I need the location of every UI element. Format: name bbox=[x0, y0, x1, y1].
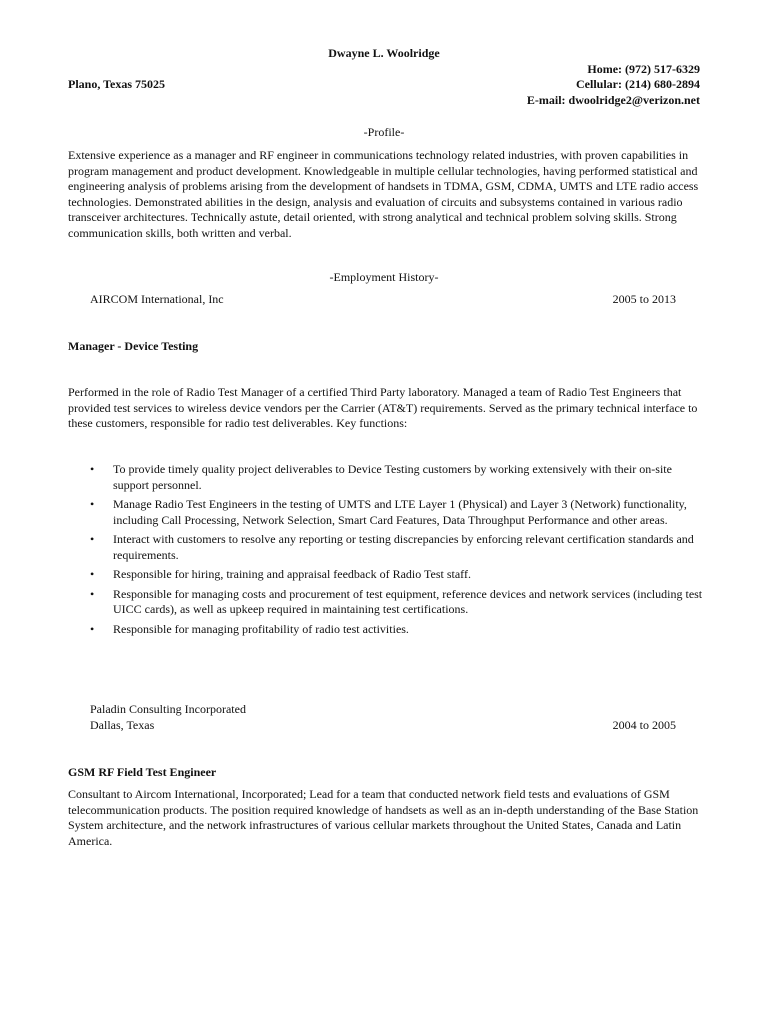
cell-phone: Cellular: (214) 680-2894 bbox=[576, 77, 700, 91]
list-item bbox=[68, 532, 708, 563]
bullet-icon: • bbox=[90, 462, 95, 476]
home-phone: Home: (972) 517-6329 bbox=[587, 62, 700, 76]
job-1-description: Performed in the role of Radio Test Manager of a certified Third Party laboratory. Managed a team of Radio Test Engineers that provided test services to wireless device vendors per the Carrier (AT&T) requirements. Served as the primary technical interface to these customers, responsible for radio test deliverables. Key functions: bbox=[68, 385, 698, 430]
list-item bbox=[68, 497, 708, 528]
location: Plano, Texas 75025 bbox=[68, 77, 166, 91]
bullet-text: To provide timely quality project deliverables to Device Testing customers by working extensively with their on-site support personnel. bbox=[113, 462, 672, 492]
job-1-bullet-list bbox=[68, 462, 708, 641]
bullet-icon: • bbox=[90, 567, 95, 581]
bullet-icon: • bbox=[90, 532, 95, 546]
job-1-company: AIRCOM International, Inc bbox=[90, 292, 224, 306]
employment-heading: -Employment History- bbox=[329, 270, 439, 284]
list-item bbox=[68, 587, 708, 618]
job-1-dates: 2005 to 2013 bbox=[612, 292, 676, 306]
list-item bbox=[68, 462, 708, 493]
job-2-company: Paladin Consulting Incorporated bbox=[90, 702, 246, 716]
email: E-mail: dwoolridge2@verizon.net bbox=[526, 93, 700, 107]
list-item bbox=[68, 622, 708, 638]
bullet-text: Interact with customers to resolve any reporting or testing discrepancies by enforcing relevant certification standards and requirements. bbox=[113, 532, 694, 562]
bullet-icon: • bbox=[90, 621, 95, 636]
bullet-icon: • bbox=[90, 497, 95, 511]
profile-heading: -Profile- bbox=[363, 125, 405, 139]
bullet-text: Responsible for managing profitability of radio test activities. bbox=[113, 621, 409, 636]
bullet-text: Responsible for managing costs and procurement of test equipment, reference devices and network services (including test UICC cards), as well as upkeep required in maintaining test certifications. bbox=[113, 586, 703, 616]
profile-text: Extensive experience as a manager and RF engineer in communications technology related industries, with proven capabilities in program management and product development. Knowledgeable in multiple cellular technologies, having performed statistical and engineering analysis of problems arising from the development of handsets in TDMA, GSM, CDMA, UMTS and LTE radio access technologies. Demonstrated abilities in the design, analysis and evaluation of circuits and subsystems contained in various radio transceiver architectures. Technically astute, detail oriented, with strong analytical and technical problem solving skills. Strong communication skills, both written and verbal. bbox=[68, 148, 699, 240]
bullet-text: Responsible for hiring, training and appraisal feedback of Radio Test staff. bbox=[113, 567, 471, 581]
job-1-title: Manager - Device Testing bbox=[68, 339, 199, 353]
job-2-description: Consultant to Aircom International, Incorporated; Lead for a team that conducted network field tests and evaluations of GSM telecommunication products. The position required knowledge of handsets as well as an in-depth understanding of the Base Station System architecture, and the network infrastructures of various cellular markets throughout the United States, Canada and Latin America. bbox=[68, 787, 699, 848]
job-2-dates: 2004 to 2005 bbox=[612, 718, 676, 732]
list-item bbox=[68, 567, 708, 583]
resume-name: Dwayne L. Woolridge bbox=[328, 46, 440, 60]
bullet-text: Manage Radio Test Engineers in the testing of UMTS and LTE Layer 1 (Physical) and Layer 3 (Network) functionality, including Call Processing, Network Selection, Smart Card Features, Data Throughput Performance and other areas. bbox=[113, 497, 687, 527]
bullet-icon: • bbox=[90, 586, 95, 601]
job-2-title: GSM RF Field Test Engineer bbox=[68, 765, 217, 779]
job-2-city: Dallas, Texas bbox=[90, 718, 155, 732]
